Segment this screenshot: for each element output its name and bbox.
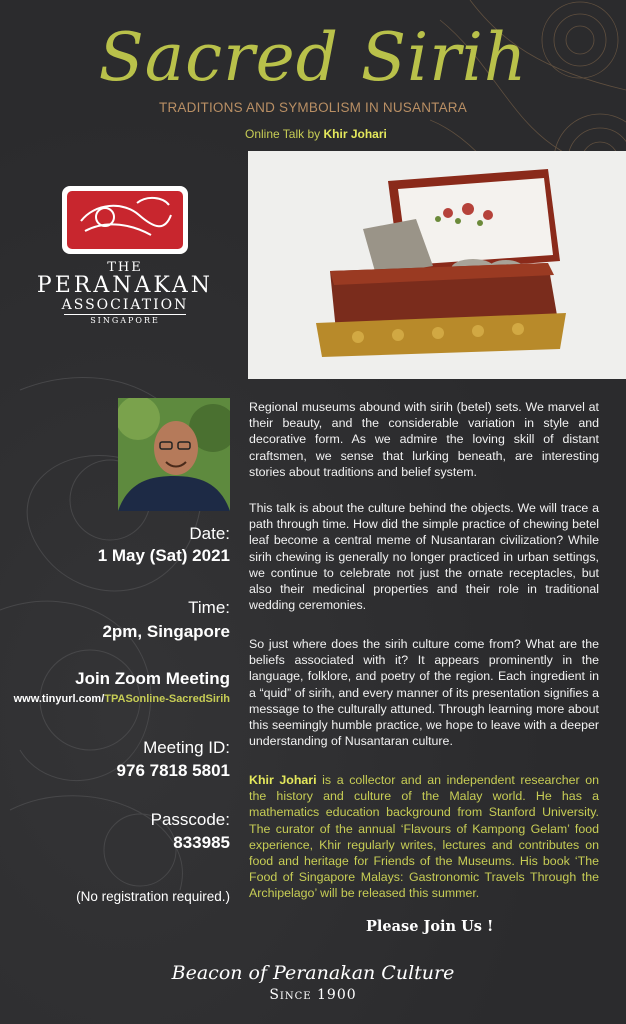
passcode-value: 833985 <box>173 833 230 852</box>
zoom-link[interactable] <box>14 693 230 705</box>
date-label: Date: <box>189 524 230 543</box>
zoom-label: Join Zoom Meeting <box>75 669 230 688</box>
meeting-id-value: 976 7818 5801 <box>116 761 230 780</box>
join-us-text: Please Join Us ! <box>366 918 494 935</box>
speaker-portrait <box>118 398 230 511</box>
logo-the: THE <box>107 260 143 275</box>
description-paragraph-1: Regional museums abound with sirih (betel) sets. We marvel at their beauty, and the considerable variation in style and decorative form. As we admire the loving skill of distant craftsmen, we sense that lurking beneath, are interesting stories about traditions and belief system. <box>249 400 599 479</box>
logo-singapore: SINGAPORE <box>90 316 160 325</box>
byline-speaker-name: Khir Johari <box>323 127 387 141</box>
zoom-link-path: TPASonline-SacredSirih <box>104 693 230 705</box>
date-value: 1 May (Sat) 2021 <box>97 546 230 565</box>
byline-prefix: Online Talk by <box>245 127 324 141</box>
event-title: Sacred Sirih <box>98 19 528 96</box>
speaker-bio <box>249 772 599 902</box>
logo-association: ASSOCIATION <box>61 297 189 313</box>
description-paragraph-2: This talk is about the culture behind the objects. We will trace a path through time. How did the simple practice of chewing betel leaf become a central meme of Nusantaran civilization? While sirih chewing is generally no longer practiced in urban settings, we continue to celebrate not just the ornate receptacles, but also their medicinal properties and their role in traditional wedding ceremonies. <box>249 501 599 613</box>
logo-divider <box>64 314 186 315</box>
peranakan-association-logo-emblem <box>62 186 188 254</box>
description-paragraph-3: So just where does the sirih culture come from? What are the beliefs associated with it? It appears prominently in the language, folklore, and poetry of the region. Each ingredient in a “quid” of sirih, and every manner of its presentation signifies a message to the culturally attuned. Through learning more about this seemingly humble practice, we hope to leave with a deeper understanding of Nusantaran culture. <box>249 637 599 749</box>
logo-peranakan: PERANAKAN <box>36 273 214 298</box>
bio-speaker-name: Khir Johari <box>249 773 317 787</box>
sirih-box-photo <box>248 151 626 379</box>
zoom-link-prefix: www.tinyurl.com/ <box>13 693 105 705</box>
speaker-byline <box>245 127 387 141</box>
registration-note: (No registration required.) <box>76 889 230 904</box>
time-value: 2pm, Singapore <box>102 622 230 641</box>
meeting-id-label: Meeting ID: <box>143 738 230 757</box>
bio-text: is a collector and an independent researcher on the history and culture of the Malay world. He has a mathematics education background from Stanford University. The curator of the annual ‘Flavours of Kampong Gelam’ food experience, Khir regularly writes, lectures and contributes on food and heritage for Friends of the Museums. His book ‘The Food of Singapore Malays: Gastronomic Travels Through the Archipelago’ will be released this summer. <box>249 773 599 901</box>
beacon-tagline: Beacon of Peranakan Culture <box>171 962 455 984</box>
event-subtitle: TRADITIONS AND SYMBOLISM IN NUSANTARA <box>159 100 467 115</box>
passcode-label: Passcode: <box>150 810 230 829</box>
time-label: Time: <box>188 598 230 617</box>
since-tagline: Since 1900 <box>269 987 357 1003</box>
